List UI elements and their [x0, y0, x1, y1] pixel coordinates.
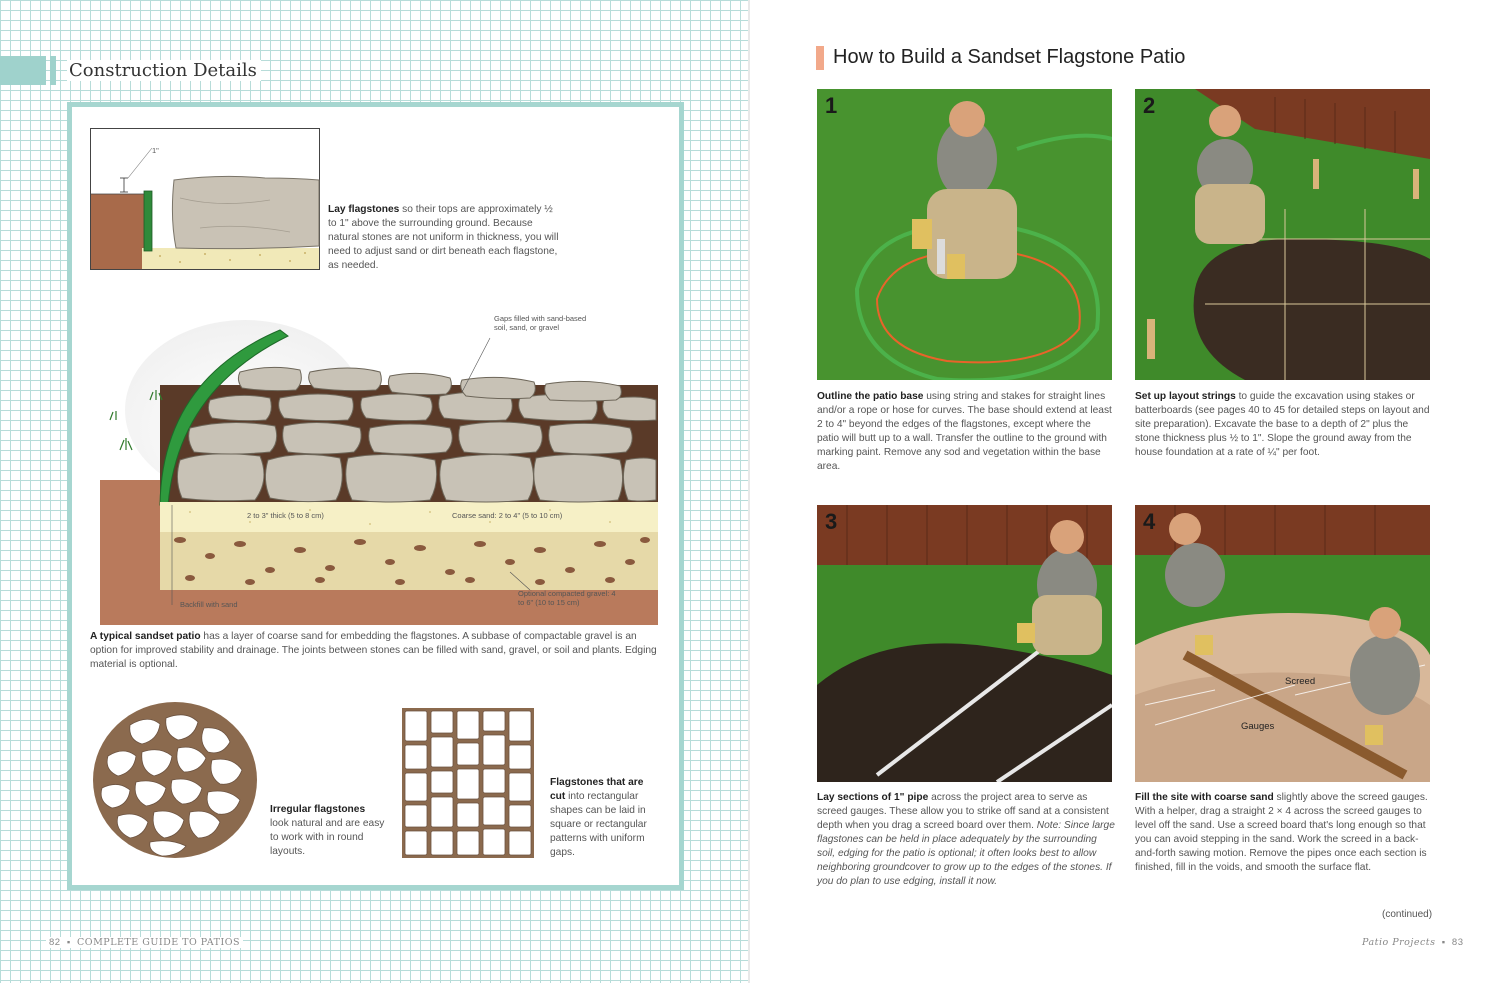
irregular-pattern-illustration: [90, 700, 260, 860]
left-running-title: COMPLETE GUIDE TO PATIOS: [77, 937, 241, 948]
right-page-number: 83: [1451, 937, 1464, 948]
step-3-caption: [817, 791, 1115, 889]
step-2-caption: [1135, 390, 1433, 460]
cut-text: into rectangular shapes can be laid in square or rectangular patterns with uniform gaps.: [550, 791, 647, 858]
step-2-text: to guide the excavation using stakes or batterboards (see pages 40 to 45 for detailed steps on layout and site preparation). Excavate the base to a depth of 2" plus the stone thickness plus ½ to 1". Slope the ground away from the house foundation at a rate of ¼" per foot.: [1135, 391, 1430, 458]
typical-patio-bold: A typical sandset patio: [90, 631, 201, 642]
step-4-text: slightly above the screed gauges. With a helper, drag a straight 2 × 4 across the screed gauges to level off the sand. Use a screed board that's long enough so that you can avoid stepping in the sand. Work the screed in a back-and-forth sawing motion. Remove the pipes once each section is finished, fill in the voids, and smooth the surface flat.: [1135, 792, 1428, 873]
coarse-sand-label: Coarse sand: 2 to 4" (5 to 10 cm): [452, 511, 563, 520]
lay-flagstones-text: so their tops are approximately ½ to 1" above the surrounding ground. Because natural stones are not uniform in thickness, you will need to adjust sand or dirt beneath each flagstone, as needed.: [328, 204, 559, 271]
step-2-bold: Set up layout strings: [1135, 391, 1236, 402]
irregular-caption: [270, 803, 385, 859]
cut-pattern-illustration: [402, 708, 534, 858]
cut-bold: Flagstones that are cut: [550, 777, 644, 802]
step-4-caption: [1135, 791, 1433, 875]
step-3-note: Note: Since large flagstones can be held in place adequately by the surrounding soil, edging for the patio is optional; it often looks best to allow neighboring groundcover to grow up to the edges of the stones. If you do plan to use edging, install it now.: [817, 820, 1115, 887]
backfill-label: Backfill with sand: [180, 600, 238, 609]
page-gutter: [748, 0, 750, 983]
left-page-number: 82: [49, 937, 61, 948]
typical-patio-caption: [90, 630, 660, 672]
title-accent-bar: [816, 46, 824, 70]
step-2-photo: [1135, 89, 1430, 380]
section-accent-bar: [0, 56, 46, 85]
step-4-photo: [1135, 505, 1430, 782]
section-title: Construction Details: [67, 60, 261, 81]
dimension-label: 1": [152, 146, 159, 155]
continued-note: (continued): [1382, 909, 1433, 920]
step-3-text: across the project area to serve as screed gauges. These allow you to strike off sand at a consistent depth when you drag a screed board over them.: [817, 792, 1109, 831]
right-running-title: Patio Projects: [1362, 937, 1436, 948]
step-2-number: 2: [1143, 93, 1156, 118]
step-3-number: 3: [825, 509, 838, 534]
page-title: How to Build a Sandset Flagstone Patio: [833, 46, 1186, 68]
step-1-number: 1: [825, 93, 838, 118]
screed-label: Screed: [1285, 676, 1316, 687]
cut-caption: [550, 776, 660, 860]
flagstone-height-diagram: [90, 128, 320, 270]
step-3-photo: [817, 505, 1112, 782]
irregular-text: look natural and are easy to work with in round layouts.: [270, 818, 385, 857]
gravel-label: Optional compacted gravel: 4 to 6" (10 to 15 cm): [518, 589, 616, 607]
left-folio: 82 ▪ COMPLETE GUIDE TO PATIOS: [46, 937, 243, 948]
step-1-caption: [817, 390, 1115, 474]
section-accent-bar-thin: [50, 56, 56, 85]
gaps-label: Gaps filled with sand-based soil, sand, or gravel: [494, 314, 587, 332]
step-4-bold: Fill the site with coarse sand: [1135, 792, 1274, 803]
typical-patio-text: has a layer of coarse sand for embedding the flagstones. A subbase of compactable gravel is an option for improved stability and drainage. The joints between stones can be filled with sand, gravel, or soil and plants. Edging material is optional.: [90, 631, 657, 670]
gauges-label: Gauges: [1241, 721, 1275, 732]
lay-flagstones-bold: Lay flagstones: [328, 204, 400, 215]
step-1-bold: Outline the patio base: [817, 391, 924, 402]
step-4-number: 4: [1143, 509, 1156, 534]
right-folio: Patio Projects ▪ 83: [1362, 937, 1464, 948]
irregular-bold: Irregular flagstones: [270, 804, 366, 815]
thickness-label: 2 to 3" thick (5 to 8 cm): [247, 511, 324, 520]
step-3-bold: Lay sections of 1" pipe: [817, 792, 929, 803]
lay-flagstones-caption: [328, 203, 560, 273]
step-1-photo: [817, 89, 1112, 380]
sandset-patio-diagram: [90, 300, 660, 630]
step-1-text: using string and stakes for straight lines and/or a rope or hose for curves. The base should extend at least 2 to 4" beyond the edges of the flagstones, except where the patio will butt up to a wall. Transfer the outline to the ground with marking paint. Remove any sod and vegetation within the base area.: [817, 391, 1112, 472]
